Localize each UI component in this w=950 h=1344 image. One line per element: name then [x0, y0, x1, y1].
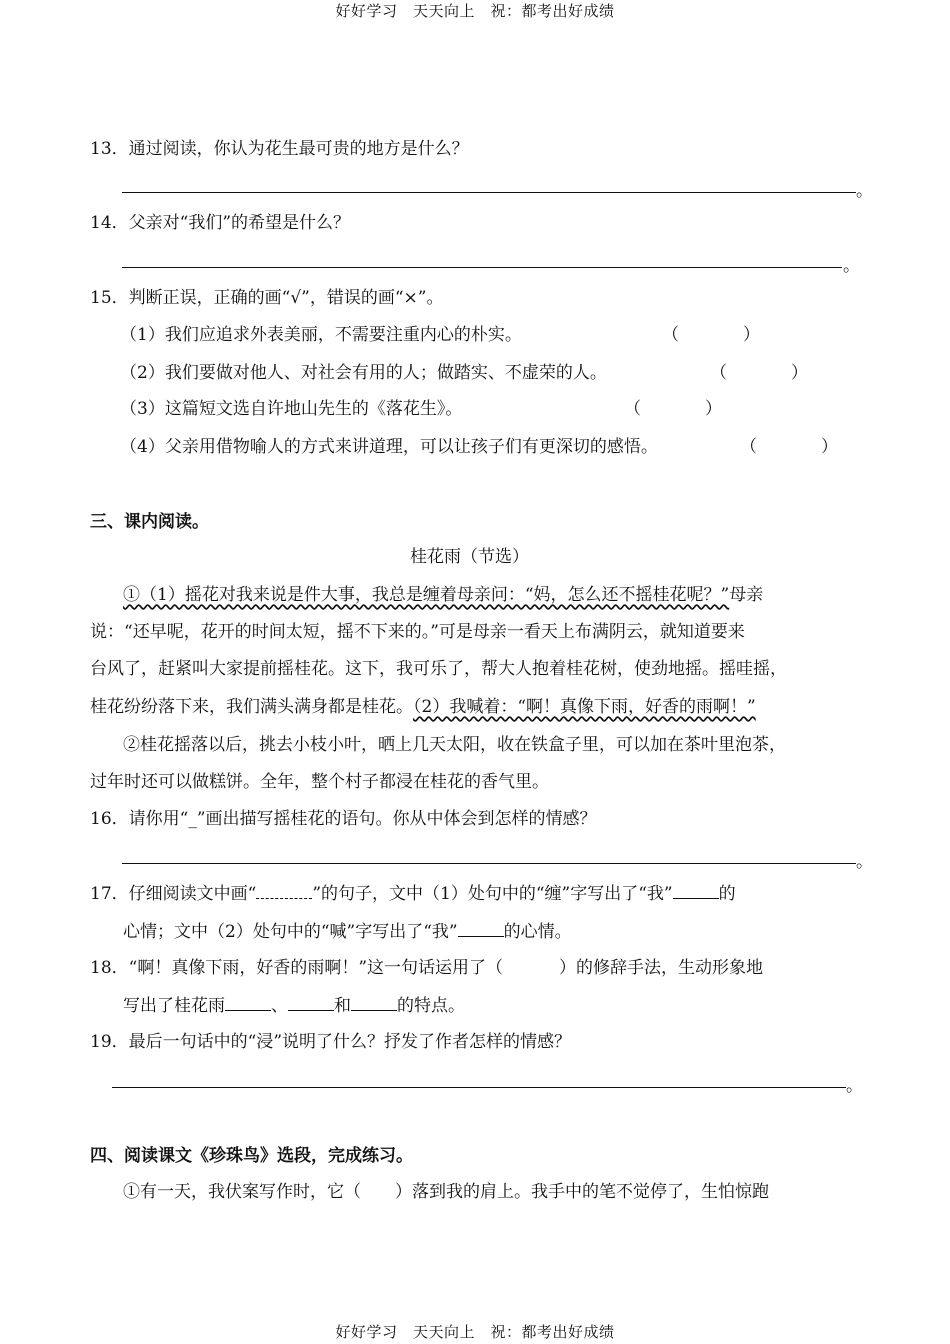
answer-paren-15-1[interactable]: （ ） — [662, 325, 760, 345]
passage-line: 过年时还可以做糕饼。全年，整个村子都浸在桂花的香气里。 — [90, 772, 549, 792]
passage-line: ②桂花摇落以后，挑去小枝小叶，晒上几天太阳，收在铁盒子里，可以加在茶叶里泡茶， — [123, 735, 786, 755]
section-3-heading: 三、课内阅读。 — [90, 512, 209, 532]
answer-blank-18-2[interactable] — [288, 994, 334, 1011]
answer-blank-17-2[interactable] — [458, 920, 504, 937]
answer-line-16[interactable] — [122, 863, 856, 864]
passage-line: 说：“还早呢，花开的时间太短，摇不下来的。”可是母亲一看天上布满阴云，就知道要来 — [90, 622, 745, 642]
passage-4-line: ①有一天，我伏案写作时，它（ ）落到我的肩上。我手中的笔不觉停了，生怕惊跑 — [123, 1182, 769, 1202]
passage-line: ①（1）摇花对我来说是件大事，我总是缠着母亲问：“妈，怎么还不摇桂花呢？”母亲 — [123, 585, 764, 605]
q15-item-1: （1）我们应追求外表美丽，不需要注重内心的朴实。 — [120, 325, 522, 345]
question-14: 14．父亲对“我们”的希望是什么？ — [90, 213, 351, 233]
answer-line-19[interactable] — [112, 1087, 846, 1088]
wavy-line-sample — [256, 882, 312, 899]
passage-title: 桂花雨（节选） — [410, 547, 529, 567]
q15-item-4: （4）父亲用借物喻人的方式来讲道理，可以让孩子们有更深切的感悟。 — [120, 437, 658, 457]
question-15: 15．判断正误，正确的画“√”，错误的画“×”。 — [90, 288, 444, 308]
question-17-line-1: 17．仔细阅读文中画“ ”的句子，文中（1）处句中的“缠”字写出了“我” 的 — [90, 884, 736, 904]
wavy-underlined-sentence-1: ①（1）摇花对我来说是件大事，我总是缠着母亲问：“妈，怎么还不摇桂花呢？” — [123, 585, 730, 605]
page-header: 好好学习 天天向上 祝：都考出好成绩 — [335, 2, 615, 20]
period: 。 — [846, 1076, 863, 1096]
question-18-line-1: 18．“啊！真像下雨，好香的雨啊！”这一句话运用了（ ）的修辞手法，生动形象地 — [90, 958, 764, 978]
question-17-line-2: 心情；文中（2）处句中的“喊”字写出了“我” 的心情。 — [123, 922, 572, 942]
answer-blank-18-3[interactable] — [351, 994, 397, 1011]
answer-paren-15-3[interactable]: （ ） — [624, 399, 722, 419]
q15-item-2: （2）我们要做对他人、对社会有用的人；做踏实、不虚荣的人。 — [120, 363, 607, 383]
period: 。 — [856, 852, 873, 872]
period: 。 — [856, 181, 873, 201]
q15-item-3: （3）这篇短文选自许地山先生的《落花生》。 — [120, 399, 463, 419]
question-18-line-2: 写出了桂花雨 、 和 的特点。 — [123, 996, 465, 1016]
question-16: 16．请你用“_”画出描写摇桂花的语句。你从中体会到怎样的情感？ — [90, 809, 597, 829]
answer-paren-15-2[interactable]: （ ） — [710, 363, 808, 383]
question-19: 19．最后一句话中的“浸”说明了什么？抒发了作者怎样的情感？ — [90, 1032, 572, 1052]
answer-line-13[interactable] — [122, 192, 856, 193]
page-footer: 好好学习 天天向上 祝：都考出好成绩 — [335, 1323, 615, 1341]
passage-line: 台风了，赶紧叫大家提前摇桂花。这下，我可乐了，帮大人抱着桂花树，使劲地摇。摇哇摇， — [90, 659, 787, 679]
wavy-underlined-sentence-2: （2）我喊着：“啊！真像下雨，好香的雨啊！” — [413, 697, 756, 717]
period: 。 — [843, 256, 860, 276]
answer-blank-17-1[interactable] — [673, 882, 719, 899]
answer-paren-15-4[interactable]: （ ） — [740, 437, 838, 457]
answer-blank-18-1[interactable] — [225, 994, 271, 1011]
question-13: 13．通过阅读，你认为花生最可贵的地方是什么？ — [90, 139, 469, 159]
answer-line-14[interactable] — [122, 267, 842, 268]
passage-line: 桂花纷纷落下来，我们满头满身都是桂花。（2）我喊着：“啊！真像下雨，好香的雨啊！” — [90, 697, 756, 717]
section-4-heading: 四、阅读课文《珍珠鸟》选段，完成练习。 — [90, 1146, 413, 1166]
